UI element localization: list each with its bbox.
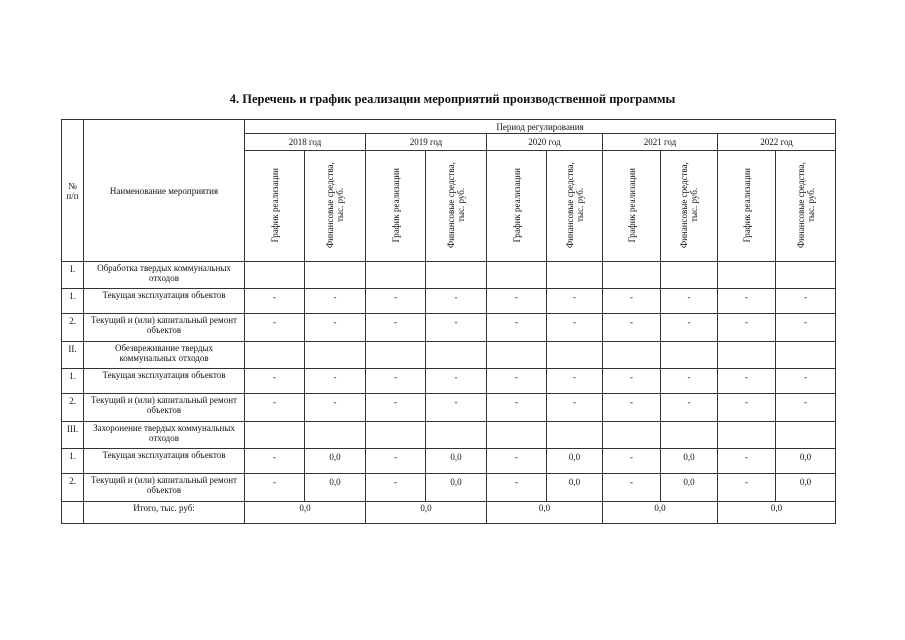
table-row xyxy=(62,289,836,314)
section-number: II. xyxy=(62,342,84,369)
header-num: № п/п xyxy=(62,120,84,262)
value-cell: 0,0 xyxy=(305,449,366,474)
section-row xyxy=(62,262,836,289)
header-period: Период регулирования xyxy=(245,120,836,134)
value-cell: - xyxy=(603,369,661,394)
value-cell: - xyxy=(661,394,718,422)
value-cell: - xyxy=(245,449,305,474)
empty-cell xyxy=(305,342,366,369)
value-cell: - xyxy=(305,289,366,314)
header-finance xyxy=(776,151,836,262)
value-cell: - xyxy=(487,449,547,474)
value-cell: - xyxy=(305,314,366,342)
total-value: 0,0 xyxy=(487,502,603,524)
section-name: Захоронение твердых коммунальных отходов xyxy=(84,422,245,449)
rotated-header-label: Финансовые средства, тыс. руб. xyxy=(325,162,345,248)
table-row xyxy=(62,369,836,394)
row-name: Текущая эксплуатация объектов xyxy=(84,289,245,314)
empty-cell xyxy=(718,262,776,289)
header-schedule xyxy=(366,151,426,262)
header-schedule xyxy=(718,151,776,262)
value-cell: - xyxy=(547,314,603,342)
value-cell: - xyxy=(603,474,661,502)
empty-cell xyxy=(426,422,487,449)
empty-cell xyxy=(62,502,84,524)
row-number: 1. xyxy=(62,289,84,314)
value-cell: - xyxy=(366,394,426,422)
empty-cell xyxy=(603,342,661,369)
empty-cell xyxy=(661,422,718,449)
value-cell: - xyxy=(547,369,603,394)
total-value: 0,0 xyxy=(718,502,836,524)
value-cell: 0,0 xyxy=(776,474,836,502)
rotated-header-label: Финансовые средства, тыс. руб. xyxy=(446,162,466,248)
value-cell: - xyxy=(718,449,776,474)
empty-cell xyxy=(603,422,661,449)
header-year: 2022 год xyxy=(718,134,836,151)
header-year: 2019 год xyxy=(366,134,487,151)
table-row xyxy=(62,394,836,422)
header-schedule xyxy=(487,151,547,262)
value-cell: - xyxy=(245,314,305,342)
value-cell: - xyxy=(426,289,487,314)
header-finance xyxy=(305,151,366,262)
value-cell: - xyxy=(245,394,305,422)
empty-cell xyxy=(366,342,426,369)
value-cell: - xyxy=(245,369,305,394)
header-year: 2018 год xyxy=(245,134,366,151)
value-cell: - xyxy=(366,474,426,502)
header-schedule xyxy=(603,151,661,262)
value-cell: - xyxy=(661,289,718,314)
total-value: 0,0 xyxy=(366,502,487,524)
value-cell: - xyxy=(776,289,836,314)
empty-cell xyxy=(547,262,603,289)
value-cell: - xyxy=(547,394,603,422)
row-name: Текущий и (или) капитальный ремонт объектов xyxy=(84,394,245,422)
section-number: I. xyxy=(62,262,84,289)
empty-cell xyxy=(547,422,603,449)
empty-cell xyxy=(245,262,305,289)
value-cell: 0,0 xyxy=(547,449,603,474)
row-name: Текущий и (или) капитальный ремонт объектов xyxy=(84,474,245,502)
rotated-header-label: Финансовые средства, тыс. руб. xyxy=(795,162,816,248)
value-cell: 0,0 xyxy=(426,474,487,502)
value-cell: 0,0 xyxy=(305,474,366,502)
table-row xyxy=(62,474,836,502)
rotated-header-label: Финансовые средства, тыс. руб. xyxy=(564,162,585,248)
value-cell: 0,0 xyxy=(547,474,603,502)
header-finance xyxy=(547,151,603,262)
value-cell: - xyxy=(603,289,661,314)
value-cell: - xyxy=(366,289,426,314)
value-cell: - xyxy=(245,474,305,502)
value-cell: - xyxy=(366,449,426,474)
value-cell: - xyxy=(603,394,661,422)
value-cell: 0,0 xyxy=(426,449,487,474)
section-number: III. xyxy=(62,422,84,449)
value-cell: - xyxy=(366,314,426,342)
header-finance xyxy=(661,151,718,262)
value-cell: - xyxy=(305,369,366,394)
value-cell: 0,0 xyxy=(661,474,718,502)
program-table xyxy=(61,119,836,524)
value-cell: - xyxy=(718,394,776,422)
header-schedule xyxy=(245,151,305,262)
empty-cell xyxy=(245,422,305,449)
value-cell: - xyxy=(718,369,776,394)
empty-cell xyxy=(603,262,661,289)
empty-cell xyxy=(366,262,426,289)
empty-cell xyxy=(426,262,487,289)
row-number: 2. xyxy=(62,314,84,342)
value-cell: - xyxy=(487,289,547,314)
rotated-header-label: График реализации xyxy=(626,167,637,243)
value-cell: - xyxy=(718,314,776,342)
value-cell: - xyxy=(776,369,836,394)
rotated-header-label: График реализации xyxy=(741,167,752,243)
total-value: 0,0 xyxy=(245,502,366,524)
page-title: 4. Перечень и график реализации мероприятий производственной программы xyxy=(229,92,676,106)
section-row xyxy=(62,422,836,449)
value-cell: 0,0 xyxy=(776,449,836,474)
value-cell: - xyxy=(547,289,603,314)
empty-cell xyxy=(487,262,547,289)
empty-cell xyxy=(776,342,836,369)
rotated-header-label: График реализации xyxy=(269,167,280,243)
empty-cell xyxy=(776,422,836,449)
empty-cell xyxy=(305,422,366,449)
value-cell: - xyxy=(426,369,487,394)
value-cell: - xyxy=(426,394,487,422)
row-name: Текущая эксплуатация объектов xyxy=(84,449,245,474)
row-number: 2. xyxy=(62,394,84,422)
total-value: 0,0 xyxy=(603,502,718,524)
header-year: 2020 год xyxy=(487,134,603,151)
rotated-header-label: Финансовые средства, тыс. руб. xyxy=(679,162,699,248)
value-cell: - xyxy=(603,449,661,474)
header-name: Наименование мероприятия xyxy=(84,120,245,262)
row-name: Текущий и (или) капитальный ремонт объектов xyxy=(84,314,245,342)
section-name: Обезвреживание твердых коммунальных отходов xyxy=(84,342,245,369)
value-cell: - xyxy=(776,394,836,422)
value-cell: - xyxy=(718,474,776,502)
value-cell: - xyxy=(426,314,487,342)
section-row xyxy=(62,342,836,369)
header-finance xyxy=(426,151,487,262)
total-label: Итого, тыс. руб: xyxy=(84,502,245,524)
value-cell: - xyxy=(661,314,718,342)
empty-cell xyxy=(776,262,836,289)
empty-cell xyxy=(305,262,366,289)
table-row xyxy=(62,449,836,474)
empty-cell xyxy=(487,422,547,449)
table-row xyxy=(62,314,836,342)
value-cell: 0,0 xyxy=(661,449,718,474)
empty-cell xyxy=(718,422,776,449)
row-number: 2. xyxy=(62,474,84,502)
value-cell: - xyxy=(245,289,305,314)
value-cell: - xyxy=(603,314,661,342)
empty-cell xyxy=(245,342,305,369)
empty-cell xyxy=(718,342,776,369)
value-cell: - xyxy=(487,314,547,342)
value-cell: - xyxy=(776,314,836,342)
rotated-header-label: График реализации xyxy=(390,167,401,243)
rotated-header-label: График реализации xyxy=(511,167,522,243)
empty-cell xyxy=(487,342,547,369)
value-cell: - xyxy=(487,369,547,394)
row-number: 1. xyxy=(62,449,84,474)
empty-cell xyxy=(661,262,718,289)
value-cell: - xyxy=(718,289,776,314)
row-number: 1. xyxy=(62,369,84,394)
value-cell: - xyxy=(487,474,547,502)
total-row xyxy=(62,502,836,524)
value-cell: - xyxy=(487,394,547,422)
section-name: Обработка твердых коммунальных отходов xyxy=(84,262,245,289)
empty-cell xyxy=(426,342,487,369)
empty-cell xyxy=(366,422,426,449)
value-cell: - xyxy=(305,394,366,422)
row-name: Текущая эксплуатация объектов xyxy=(84,369,245,394)
empty-cell xyxy=(661,342,718,369)
value-cell: - xyxy=(366,369,426,394)
header-year: 2021 год xyxy=(603,134,718,151)
value-cell: - xyxy=(661,369,718,394)
empty-cell xyxy=(547,342,603,369)
